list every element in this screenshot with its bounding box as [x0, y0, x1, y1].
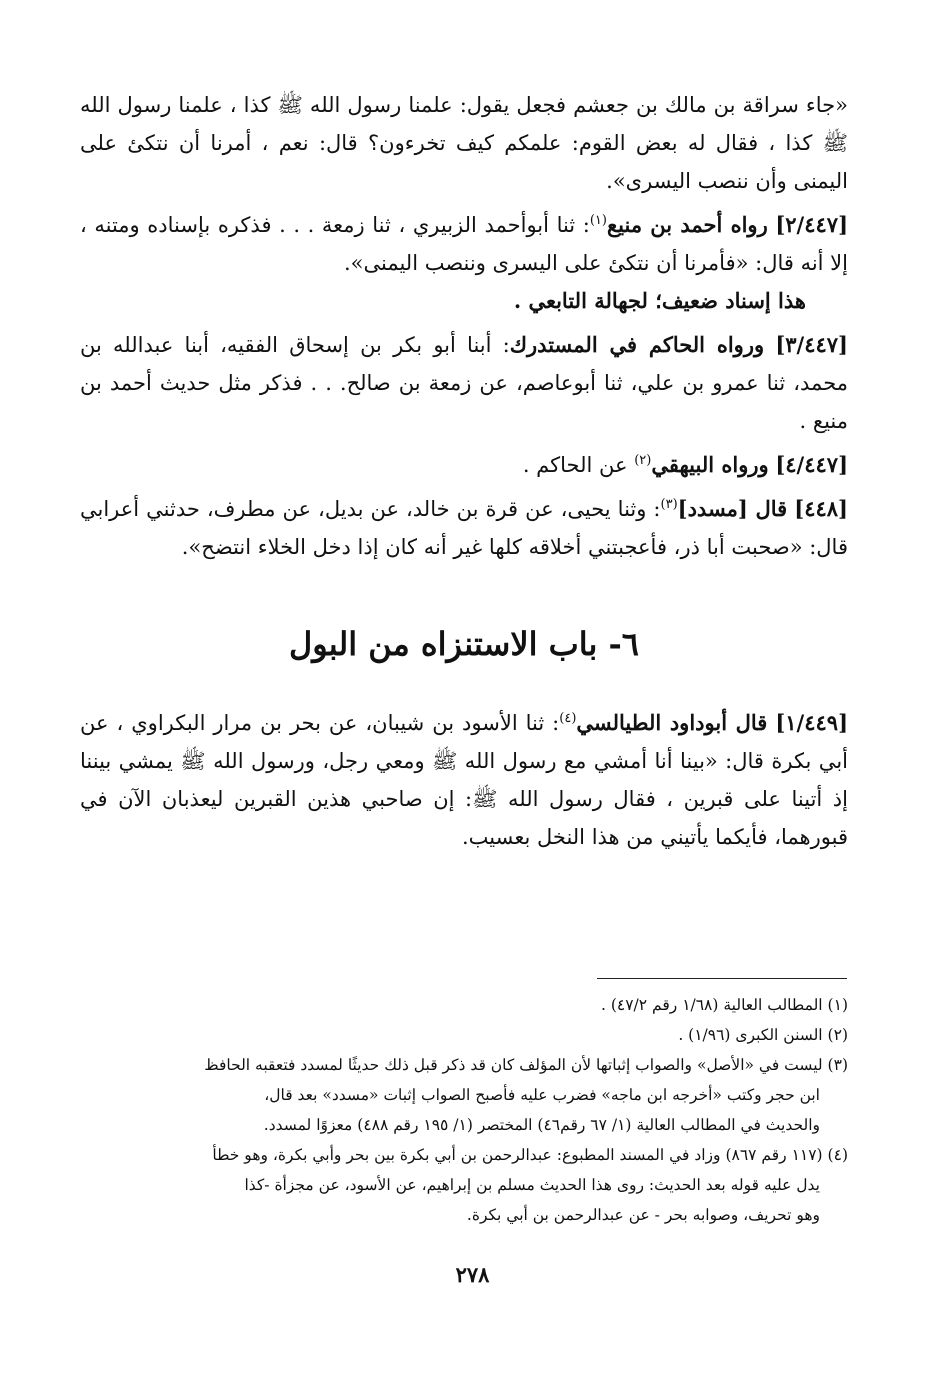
narration-lead: ورواه الحاكم في المستدرك [509, 332, 765, 357]
narration-text: عن الحاكم . [522, 453, 635, 477]
narration-paragraph [80, 206, 848, 282]
narration-paragraph [80, 446, 848, 484]
footnote-text: والحديث في المطالب العالية (١/ ٦٧ رقم٤٦) المختصر (١/ ١٩٥ رقم ٤٨٨) معزوًا لمسدد. [263, 1116, 820, 1134]
narration-ref: [١/٤٤٩] [775, 710, 848, 735]
footnote-text: (١١٧ رقم ٨٦٧) وزاد في المسند المطبوع: عبدالرحمن بن أبي بكرة بين بحر وأبي بكرة، وهو خطأ [212, 1146, 823, 1164]
grading-line [80, 282, 848, 320]
footnote [80, 1050, 848, 1140]
narration-paragraph [80, 704, 848, 856]
footnote-marker: (٤) [559, 711, 577, 726]
narration-lead: قال أبوداود الطيالسي [576, 710, 768, 735]
footnote-text: وهو تحريف، وصوابه بحر - عن عبدالرحمن بن أبي بكرة. [466, 1206, 820, 1224]
footnote [80, 990, 848, 1020]
narration-lead: ورواه البيهقي [651, 452, 769, 477]
footnote-text: يدل عليه قوله بعد الحديث: روى هذا الحديث مسلم بن إبراهيم، عن الأسود، عن مجزأة -كذا [244, 1176, 820, 1194]
narration-lead: قال [مسدد] [677, 496, 788, 521]
footnote-text: السنن الكبرى (١/٩٦) . [678, 1026, 823, 1044]
footnote-marker: (١) [589, 213, 607, 228]
footnote-text: المطالب العالية (١/٦٨ رقم ٤٧/٢) . [601, 996, 823, 1014]
chapter-title: ٦- باب الاستنزاه من البول [289, 625, 639, 663]
narration-ref: [٣/٤٤٧] [775, 332, 848, 357]
narration-text: : وثنا يحيى، عن قرة بن خالد، عن بديل، عن مطرف، حدثني أعرابي قال: «صحبت أبا ذر، فأعجبتني أخلاقه كلها غير أنه كان إذا دخل الخلاء انتضح». [80, 497, 848, 559]
narration-lead: رواه أحمد بن منيع [606, 212, 768, 237]
narration-ref: [٢/٤٤٧] [775, 212, 848, 237]
narration-text: : ثنا الأسود بن شيبان، عن بحر بن مرار البكراوي ، عن أبي بكرة قال: «بينا أنا أمشي مع رسول الله ﷺ ومعي رجل، ورسول الله ﷺ يمشي بيننا إذ أتينا على قبرين ، فقال رسول الله ﷺ: إن صاحبي هذين القبرين ليعذبان الآن في قبورهما، فأيكما يأتيني من هذا النخل بعسيب. [80, 711, 848, 849]
narration-ref: [٤/٤٤٧] [775, 452, 848, 477]
footnote-text: ابن حجر وكتب «أخرجه ابن ماجه» فضرب عليه فأصبح الصواب إثبات «مسدد» بعد قال، [264, 1086, 820, 1104]
narration-ref: [٤٤٨] [794, 496, 848, 521]
grading-text: هذا إسناد ضعيف؛ لجهالة التابعي . [513, 288, 806, 313]
footnotes [80, 990, 848, 1230]
hadith-text: «جاء سراقة بن مالك بن جعشم فجعل يقول: علمنا رسول الله ﷺ كذا ، علمنا رسول الله ﷺ كذا ، فقال له بعض القوم: علمكم كيف تخرءون؟ قال: نعم ، أمرنا أن نتكئ على اليمنى وأن ننصب اليسرى». [80, 93, 848, 193]
narration-text: : أبنا أبو بكر بن إسحاق الفقيه، أبنا عبدالله بن محمد، ثنا عمرو بن علي، ثنا أبوعاصم، عن زمعة بن صالح. . . فذكر مثل حديث أحمد بن منيع . [80, 333, 849, 433]
footnote-text: ليست في «الأصل» والصواب إثباتها لأن المؤلف كان قد ذكر قبل ذلك حديثًا لمسدد فتعقبه الحافظ [204, 1056, 823, 1074]
narration-text: : ثنا أبوأحمد الزبيري ، ثنا زمعة . . . فذكره بإسناده ومتنه ، إلا أنه قال: «فأمرنا أن نتكئ على اليسرى وننصب اليمنى». [80, 213, 848, 275]
hadith-paragraph [80, 86, 848, 200]
footnote-number: (٢) [827, 1026, 848, 1044]
main-text [80, 86, 848, 856]
narration-paragraph [80, 490, 848, 566]
footnote-number: (٤) [827, 1146, 848, 1164]
footnote-number: (١) [827, 996, 848, 1014]
footnote-marker: (٢) [634, 453, 652, 468]
footnote-marker: (٣) [660, 497, 678, 512]
footnote [80, 1140, 848, 1230]
page-number: ٢٧٨ [455, 1262, 490, 1287]
footnote-number: (٣) [827, 1056, 848, 1074]
narration-paragraph [80, 326, 848, 440]
footnote [80, 1020, 848, 1050]
footnote-divider [597, 978, 847, 979]
